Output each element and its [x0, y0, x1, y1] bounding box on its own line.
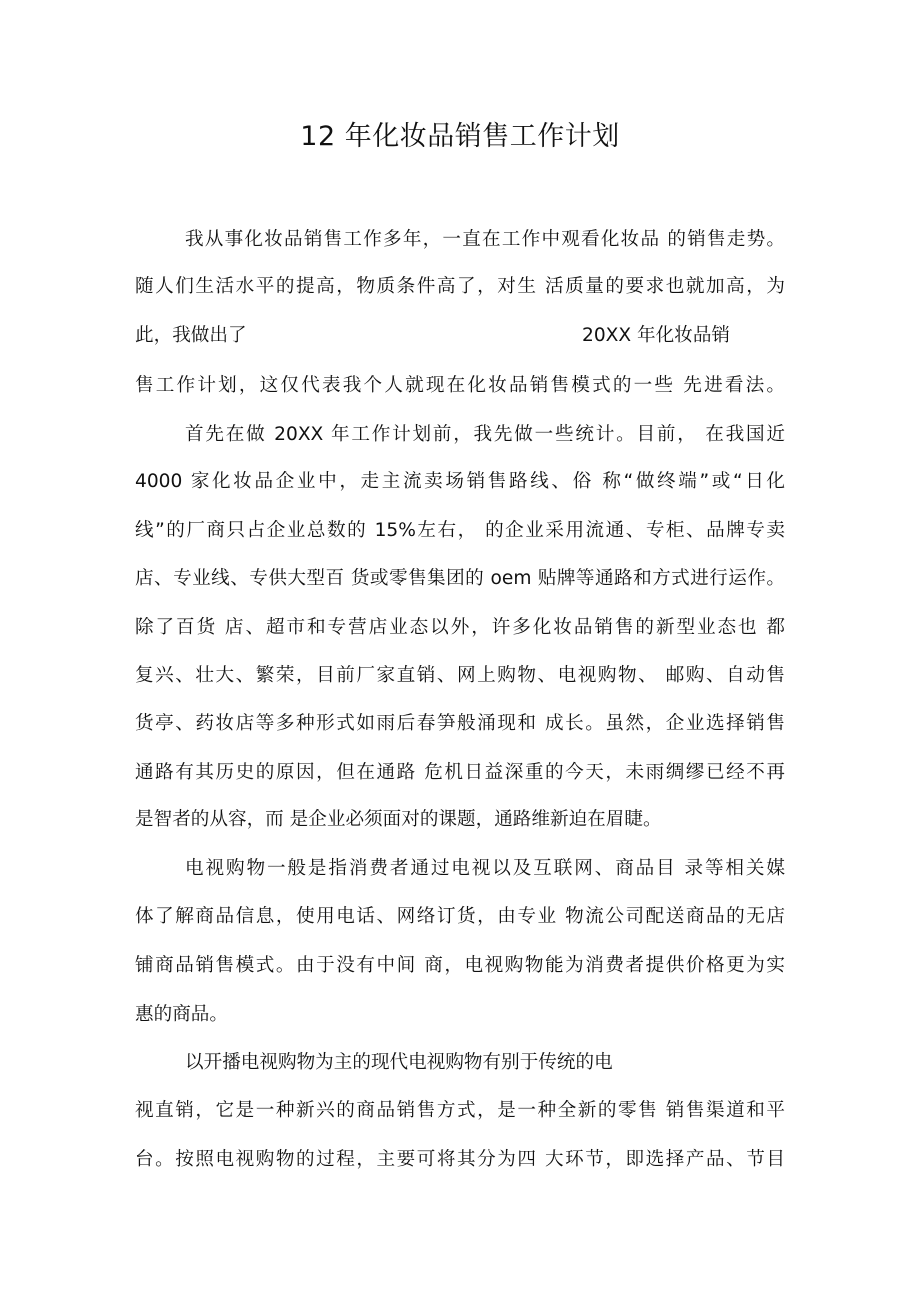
text-line: 体了解商品信息，使用电话、网络订货，由专业 物流公司配送商品的无店 [135, 906, 785, 927]
text-line: 通路有其历史的原因，但在通路 危机日益深重的今天，未雨绸缪已经不再 [135, 762, 785, 783]
text-line: 线”的厂商只占企业总数的 15%左右， 的企业采用流通、专柜、品牌专卖 [135, 520, 785, 541]
text-line: 随人们生活水平的提高，物质条件高了，对生 活质量的要求也就加高，为 [135, 276, 785, 297]
text-line: 视直销，它是一种新兴的商品销售方式，是一种全新的零售 销售渠道和平 [135, 1100, 785, 1121]
text-line: 铺商品销售模式。由于没有中间 商，电视购物能为消费者提供价格更为实 [135, 955, 785, 976]
text-line: 店、专业线、专供大型百 货或零售集团的 oem 贴牌等通路和方式进行运作。 [135, 568, 785, 589]
text-line: 4000 家化妆品企业中，走主流卖场销售路线、俗 称“做终端”或“日化 [135, 471, 785, 492]
text-line: 20XX 年化妆品销 [582, 325, 731, 346]
text-line: 除了百货 店、超市和专营店业态以外，许多化妆品销售的新型业态也 都 [135, 617, 785, 638]
text-line: 我从事化妆品销售工作多年，一直在工作中观看化妆品 的销售走势。 [185, 229, 785, 250]
text-line: 惠的商品。 [135, 1004, 228, 1025]
text-line: 此，我做出了 [135, 325, 247, 346]
text-line: 台。按照电视购物的过程，主要可将其分为四 大环节，即选择产品、节目 [135, 1149, 785, 1170]
text-line: 售工作计划，这仅代表我个人就现在化妆品销售模式的一些 先进看法。 [135, 375, 785, 396]
text-line: 货亭、药妆店等多种形式如雨后春笋般涌现和 成长。虽然，企业选择销售 [135, 713, 785, 734]
text-line: 首先在做 20XX 年工作计划前，我先做一些统计。目前， 在我国近 [185, 424, 785, 445]
text-line: 电视购物一般是指消费者通过电视以及互联网、商品目 录等相关媒 [185, 858, 785, 879]
text-line: 是智者的从容，而 是企业必须面对的课题，通路维新迫在眉睫。 [135, 809, 662, 830]
text-line: 以开播电视购物为主的现代电视购物有别于传统的电 [185, 1052, 613, 1073]
text-line: 复兴、壮大、繁荣，目前厂家直销、网上购物、电视购物、 邮购、自动售 [135, 665, 785, 686]
document-title: 12 年化妆品销售工作计划 [300, 121, 620, 152]
